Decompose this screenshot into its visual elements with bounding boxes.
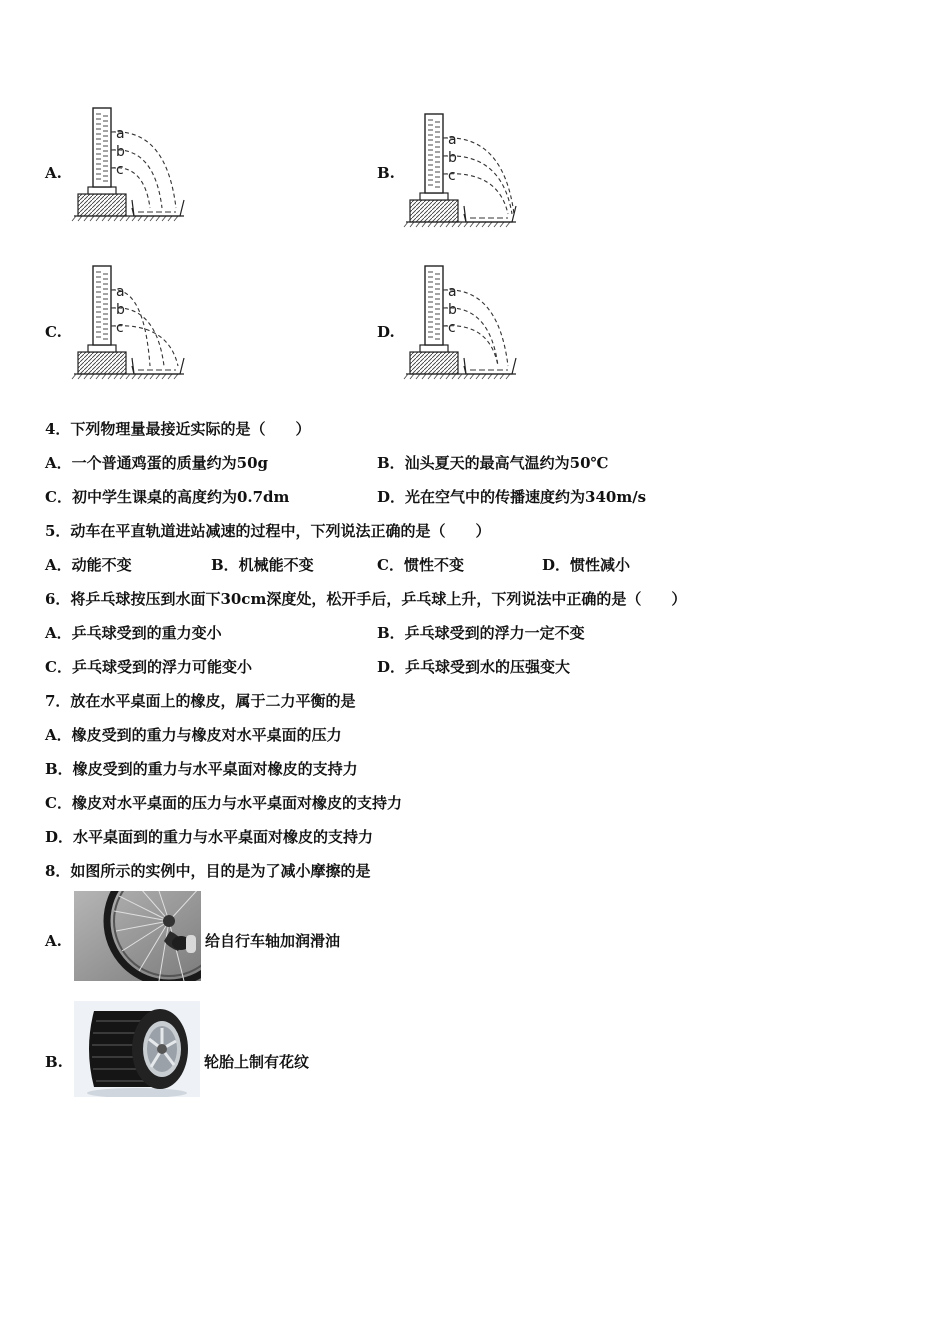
answer-option[interactable]: A．乒乓球受到的重力变小 (45, 624, 222, 642)
ground-hatch (144, 216, 148, 221)
ground-hatch (428, 374, 432, 379)
ground-hatch (156, 216, 160, 221)
ground-hatch (482, 374, 486, 379)
ground-hatch (102, 374, 106, 379)
ground-hatch (452, 374, 456, 379)
ground-hatch (482, 222, 486, 227)
ground-hatch (162, 216, 166, 221)
question-stem: 7．放在水平桌面上的橡皮，属于二力平衡的是 (45, 692, 356, 710)
hole-label: a (448, 132, 457, 148)
ground-hatch (404, 222, 408, 227)
ground-hatch (488, 222, 492, 227)
ground-hatch (132, 216, 136, 221)
ground-hatch (464, 222, 468, 227)
hole-label: c (116, 320, 124, 336)
answer-option[interactable]: A．一个普通鸡蛋的质量约为50g (45, 454, 269, 472)
ground-hatch (470, 222, 474, 227)
ground-hatch (476, 222, 480, 227)
ground-hatch (168, 374, 172, 379)
ground-hatch (458, 374, 462, 379)
ground-hatch (416, 222, 420, 227)
basin (464, 206, 516, 222)
ground-hatch (126, 216, 130, 221)
hole-label: c (116, 162, 124, 178)
option-text: 给自行车轴加润滑油 (205, 932, 341, 950)
hole-label: c (448, 168, 456, 184)
ground-hatch (446, 374, 450, 379)
pedestal (410, 200, 458, 222)
ground-hatch (144, 374, 148, 379)
answer-option[interactable]: C．惯性不变 (377, 556, 464, 574)
question-stem: 6．将乒乓球按压到水面下30cm深度处，松开手后，乒乓球上升，下列说法中正确的是（ ） (45, 590, 687, 608)
answer-option[interactable]: B．汕头夏天的最高气温约为50℃ (377, 454, 609, 472)
answer-option[interactable]: B．乒乓球受到的浮力一定不变 (377, 624, 585, 642)
ground-hatch (488, 374, 492, 379)
ground-hatch (138, 374, 142, 379)
ground-hatch (434, 374, 438, 379)
ground-hatch (464, 374, 468, 379)
ground-hatch (440, 374, 444, 379)
ground-hatch (494, 222, 498, 227)
ground-hatch (90, 216, 94, 221)
ground-hatch (506, 222, 510, 227)
hole-label: a (116, 284, 125, 300)
ground-hatch (120, 374, 124, 379)
ground-hatch (506, 374, 510, 379)
ground-hatch (500, 374, 504, 379)
ground-hatch (446, 222, 450, 227)
question-stem: 8．如图所示的实例中，目的是为了减小摩擦的是 (45, 862, 371, 880)
question-stem: 5．动车在平直轨道进站减速的过程中，下列说法正确的是（ ） (45, 522, 491, 540)
water-jet-diagram-b (404, 110, 524, 232)
ground-hatch (434, 222, 438, 227)
ground-hatch (108, 216, 112, 221)
ground-hatch (150, 374, 154, 379)
ground-hatch (410, 374, 414, 379)
water-jet-diagram-d (404, 262, 524, 384)
hole-label: b (116, 302, 125, 318)
ground-hatch (422, 222, 426, 227)
option-label: C. (45, 323, 62, 341)
ground-hatch (84, 374, 88, 379)
basin (464, 358, 516, 374)
ground-hatch (108, 374, 112, 379)
answer-option[interactable]: A．动能不变 (45, 556, 132, 574)
pedestal (78, 352, 126, 374)
base-foot (420, 345, 448, 352)
ground-hatch (114, 216, 118, 221)
hole-label: a (448, 284, 457, 300)
hole-label: a (116, 126, 125, 142)
ground-hatch (132, 374, 136, 379)
ground-hatch (168, 216, 172, 221)
ground-hatch (114, 374, 118, 379)
ground-hatch (174, 216, 178, 221)
ground-hatch (494, 374, 498, 379)
answer-option[interactable]: A．橡皮受到的重力与橡皮对水平桌面的压力 (45, 726, 342, 744)
answer-option[interactable]: B．机械能不变 (211, 556, 314, 574)
ground-hatch (422, 374, 426, 379)
ground-hatch (500, 222, 504, 227)
pedestal (78, 194, 126, 216)
water-cylinder (425, 114, 443, 193)
ground-hatch (162, 374, 166, 379)
hole-label: b (448, 302, 457, 318)
base-foot (88, 345, 116, 352)
water-cylinder (93, 108, 111, 187)
question-stem: 4．下列物理量最接近实际的是（ ） (45, 420, 311, 438)
ground-hatch (174, 374, 178, 379)
bicycle-oiling-photo (74, 891, 201, 981)
ground-hatch (72, 216, 76, 221)
answer-option[interactable]: D．惯性减小 (542, 556, 631, 574)
ground-hatch (96, 374, 100, 379)
option-label: B. (377, 164, 395, 182)
answer-option[interactable]: D．水平桌面到的重力与水平桌面对橡皮的支持力 (45, 828, 374, 846)
answer-option[interactable]: C．橡皮对水平桌面的压力与水平桌面对橡皮的支持力 (45, 794, 402, 812)
option-text: 轮胎上制有花纹 (204, 1053, 310, 1071)
ground-hatch (410, 222, 414, 227)
option-label: D. (377, 323, 395, 341)
ground-hatch (102, 216, 106, 221)
ground-hatch (416, 374, 420, 379)
hole-label: c (448, 320, 456, 336)
ground-hatch (96, 216, 100, 221)
pedestal (410, 352, 458, 374)
ground-hatch (404, 374, 408, 379)
answer-option[interactable]: D．乒乓球受到水的压强变大 (377, 658, 571, 676)
ground-hatch (428, 222, 432, 227)
basin (132, 200, 184, 216)
option-label: A. (45, 164, 62, 182)
water-cylinder (425, 266, 443, 345)
ground-hatch (476, 374, 480, 379)
ground-hatch (156, 374, 160, 379)
hole-label: b (116, 144, 125, 160)
hole-label: b (448, 150, 457, 166)
answer-option[interactable]: B．橡皮受到的重力与水平桌面对橡皮的支持力 (45, 760, 358, 778)
ground-hatch (84, 216, 88, 221)
ground-hatch (90, 374, 94, 379)
ground-hatch (138, 216, 142, 221)
ground-hatch (470, 374, 474, 379)
answer-option[interactable]: C．初中学生课桌的高度约为0.7dm (45, 488, 290, 506)
ground-hatch (150, 216, 154, 221)
water-jet-diagram-a (72, 104, 192, 226)
base-foot (88, 187, 116, 194)
ground-hatch (126, 374, 130, 379)
answer-option[interactable]: C．乒乓球受到的浮力可能变小 (45, 658, 252, 676)
ground-hatch (72, 374, 76, 379)
water-jet-diagram-c (72, 262, 192, 384)
option-label: B. (45, 1053, 63, 1071)
ground-hatch (78, 374, 82, 379)
ground-hatch (458, 222, 462, 227)
ground-hatch (452, 222, 456, 227)
base-foot (420, 193, 448, 200)
ground-hatch (78, 216, 82, 221)
answer-option[interactable]: D．光在空气中的传播速度约为340m/s (377, 488, 647, 506)
tire-photo (74, 1001, 200, 1097)
water-cylinder (93, 266, 111, 345)
option-label: A. (45, 932, 62, 950)
ground-hatch (120, 216, 124, 221)
ground-hatch (440, 222, 444, 227)
